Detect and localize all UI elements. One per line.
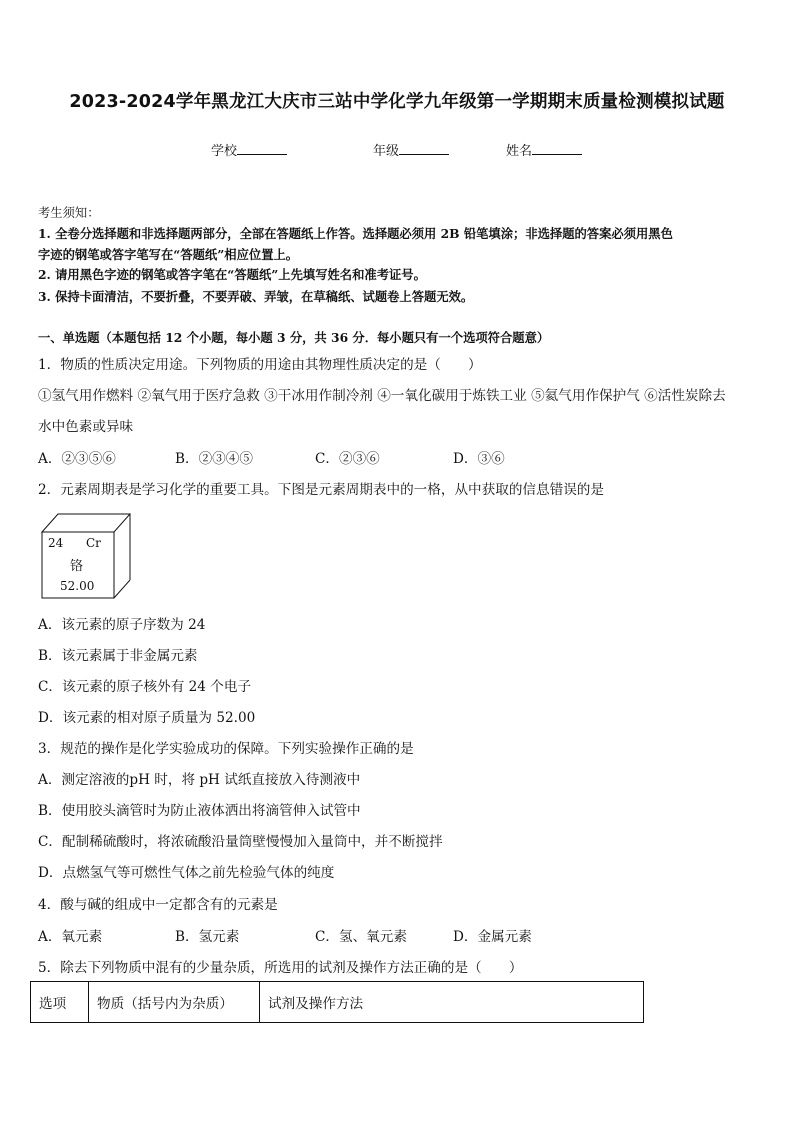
q1-stem: 1．物质的性质决定用途。下列物质的用途由其物理性质决定的是（ ）	[38, 357, 482, 373]
q1-option-b: B．②③④⑤	[175, 451, 253, 467]
q4-option-c: C．氢、氧元素	[315, 929, 407, 945]
notice-line-3: 3. 保持卡面清洁，不要折叠，不要弄破、弄皱，在草稿纸、试题卷上答题无效。	[38, 289, 474, 304]
q5-table	[30, 981, 644, 1023]
notice-line-2: 2. 请用黑色字迹的钢笔或答字笔在“答题纸”上先填写姓名和准考证号。	[38, 267, 426, 282]
grade-blank	[399, 142, 449, 155]
q3-option-d: D．点燃氢气等可燃性气体之前先检验气体的纯度	[38, 865, 335, 881]
element-symbol: Cr	[86, 536, 101, 550]
q3-option-c: C．配制稀硫酸时，将浓硫酸沿量筒壁慢慢加入量筒中，并不断搅拌	[38, 834, 443, 850]
section-heading: 一、单选题（本题包括 12 个小题，每小题 3 分，共 36 分．每小题只有一个选项符合题意）	[38, 330, 550, 345]
q3-option-b: B．使用胶头滴管时为防止液体洒出将滴管伸入试管中	[38, 803, 361, 819]
q1-items-a: ①氢气用作燃料 ②氧气用于医疗急救 ③干冰用作制冷剂 ④一氧化碳用于炼铁工业 ⑤氦气用作保护气 ⑥活性炭除去	[38, 388, 726, 404]
school-label: 学校	[211, 144, 238, 159]
q1-option-c: C．②③⑥	[315, 451, 380, 467]
element-cell-figure	[36, 512, 132, 600]
q5-stem: 5．除去下列物质中混有的少量杂质，所选用的试剂及操作方法正确的是（ ）	[38, 960, 523, 976]
element-atomic-number: 24	[48, 536, 64, 550]
q1-option-d: D．③⑥	[453, 451, 505, 467]
grade-label: 年级	[373, 144, 400, 159]
q3-option-a: A．测定溶液的pH 时，将 pH 试纸直接放入待测液中	[38, 772, 361, 788]
q3-stem: 3．规范的操作是化学实验成功的保障。下列实验操作正确的是	[38, 741, 414, 757]
q4-stem: 4．酸与碱的组成中一定都含有的元素是	[38, 897, 278, 913]
notice-heading: 考生须知：	[38, 206, 100, 220]
q4-option-d: D．金属元素	[453, 929, 532, 945]
page-title: 2023-2024学年黑龙江大庆市三站中学化学九年级第一学期期末质量检测模拟试题	[69, 92, 725, 112]
q2-option-a: A．该元素的原子序数为 24	[38, 617, 206, 633]
notice-line-1a: 1. 全卷分选择题和非选择题两部分，全部在答题纸上作答。选择题必须用 2B 铅笔填涂；非选择题的答案必须用黑色	[38, 226, 673, 241]
school-field	[211, 140, 287, 159]
q2-option-b: B．该元素属于非金属元素	[38, 648, 198, 664]
element-name: 铬	[70, 559, 84, 574]
name-blank	[532, 142, 582, 155]
q4-option-b: B．氢元素	[175, 929, 240, 945]
element-atomic-mass: 52.00	[60, 579, 95, 593]
q4-option-a: A．氧元素	[38, 929, 103, 945]
grade-field	[373, 140, 449, 159]
notice-line-1b: 字迹的钢笔或答字笔写在“答题纸”相应位置上。	[38, 247, 299, 262]
table-header-substance: 物质（括号内为杂质）	[89, 982, 260, 1023]
name-label: 姓名	[506, 144, 533, 159]
q2-option-d: D．该元素的相对原子质量为 52.00	[38, 710, 256, 726]
table-header-method: 试剂及操作方法	[260, 982, 644, 1023]
table-header-row	[31, 982, 644, 1023]
q1-items-b: 水中色素或异味	[38, 419, 134, 435]
q2-stem: 2．元素周期表是学习化学的重要工具。下图是元素周期表中的一格，从中获取的信息错误的是	[38, 482, 604, 498]
school-blank	[237, 142, 287, 155]
table-header-option: 选项	[31, 982, 89, 1023]
q1-option-a: A．②③⑤⑥	[38, 451, 116, 467]
q2-option-c: C．该元素的原子核外有 24 个电子	[38, 679, 252, 695]
name-field	[506, 140, 582, 159]
